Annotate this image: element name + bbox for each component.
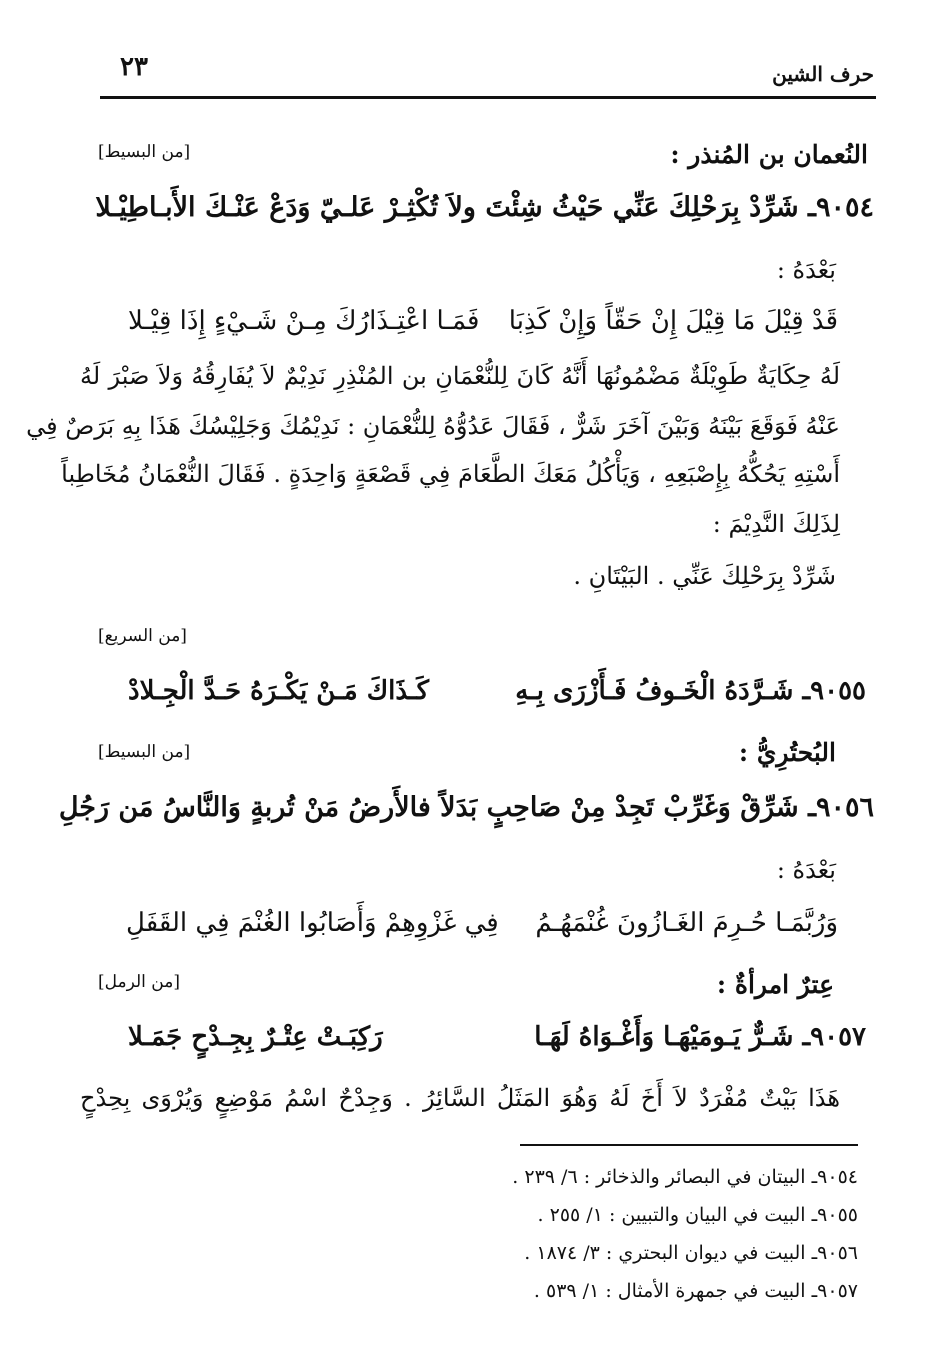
meter-label: [من الرمل] bbox=[98, 972, 180, 992]
verse-9055-right: ٩٠٥٥ـ شَـرَّدَهُ الْخَـوفُ فَـأَزْرَى بِـهِ bbox=[515, 676, 866, 706]
footnote: ٩٠٥٧ـ البيت في جمهرة الأمثال : ١/ ٥٣٩ . bbox=[533, 1280, 858, 1302]
hemistich-right: قَدْ قِيْلَ مَا قِيْلَ إِنْ حَقّاً وَإِنْ كَذِبَا bbox=[508, 306, 838, 336]
verse-9055-left: كَـذَاكَ مَـنْ يَكْـرَهُ حَـدَّ الْجِـلادْ bbox=[128, 676, 429, 706]
poet-name: النُعمان بن المُنذر : bbox=[670, 140, 868, 169]
page-number: ٢٣ bbox=[120, 52, 148, 82]
verse-9057-left: رَكِبَـتْ عِتْـرٌ بِجِـدْحٍ جَمَـلا bbox=[128, 1022, 383, 1052]
prose-line: عَنْهُ فَوَقَعَ بَيْنَهُ وَبَيْنَ آخَرَ شَرٌّ ، فَقَالَ عَدُوُّهُ لِلنُّعْمَانِ : نَدِيْمُكَ وَجَلِيْسُكَ هَذَا بِهِ بَرَصٌ فِي bbox=[26, 412, 840, 440]
prose-line: هَذَا بَيْتٌ مُفْرَدٌ لاَ أَخَ لَهُ وَهُوَ المَثَلُ السَّائِرُ . وَجِدْحٌ اسْمُ مَوْضِعٍ وَيُرْوَى بِحِدْحٍ bbox=[80, 1084, 840, 1112]
quoted-line: شَرِّدْ بِرَحْلِكَ عَنِّي . البَيْتَانِ . bbox=[573, 562, 836, 590]
footnote: ٩٠٥٤ـ البيتان في البصائر والذخائر : ٦/ ٢٣٩ . bbox=[512, 1166, 858, 1188]
hemistich-right: وَرُبَّمَـا حُـرِمَ الغَـازُونَ غُنْمَهُـمُ bbox=[535, 908, 838, 938]
prose-line: أَسْتِهِ يَحُكُّهُ بِإِصْبَعِهِ ، وَيَأْكُلُ مَعَكَ الطَّعَامَ فِي قَصْعَةٍ وَاحِدَةٍ . فَقَالَ النُّعْمَانُ مُخَاطِباً bbox=[61, 460, 840, 488]
verse-9057-right: ٩٠٥٧ـ شَـرٌّ يَـومَيْهَـا وَأَغْـوَاهُ لَهَـا bbox=[534, 1022, 866, 1052]
verse-9054: ٩٠٥٤ـ شَرِّدْ بِرَحْلِكَ عَنِّي حَيْثُ شِئْتَ ولاَ تُكْثِـرْ عَلـيّ وَدَعْ عَنْـكَ الأَبـاطِيْـلا bbox=[95, 192, 874, 223]
verse-9056: ٩٠٥٦ـ شَرِّقْ وَغَرِّبْ تَجِدْ مِنْ صَاحِبٍ بَدَلاً فالأَرضُ مَنْ تُربةٍ وَالنَّاسُ مَن رَجُلِ bbox=[58, 792, 874, 823]
meter-label: [من السريع] bbox=[98, 626, 187, 646]
after-label: بَعْدَهُ : bbox=[776, 856, 836, 884]
poet-name: عِترٌ امرأةٌ : bbox=[716, 970, 834, 999]
after-label: بَعْدَهُ : bbox=[776, 256, 836, 284]
poet-name: البُحتُرِيُّ : bbox=[738, 738, 836, 767]
header-rule bbox=[100, 96, 876, 99]
prose-line: لَهُ حِكَايَةٌ طَوِيْلَةٌ مَضْمُونُهَا أَنَّهُ كَانَ لِلنُّعْمَانِ بن المُنْذِرِ نَدِيْمٌ لاَ يُفَارِقُهُ وَلاَ صَبْرَ لَهُ bbox=[80, 362, 840, 390]
footnote-rule bbox=[520, 1144, 858, 1146]
hemistich-left: فَمَـا اعْتِـذَارُكَ مِـنْ شَـيْءٍ إِذَا قِيْـلا bbox=[128, 306, 480, 336]
meter-label: [من البسيط] bbox=[98, 142, 191, 162]
hemistich-left: فِي غَزْوِهِمْ وَأَصَابُوا الغُنْمَ فِي القَفَلِ bbox=[126, 908, 499, 938]
running-head: حرف الشين bbox=[772, 62, 874, 86]
footnote: ٩٠٥٦ـ البيت في ديوان البحتري : ٣/ ١٨٧٤ . bbox=[524, 1242, 858, 1264]
meter-label: [من البسيط] bbox=[98, 742, 191, 762]
footnote: ٩٠٥٥ـ البيت في البيان والتبيين : ١/ ٢٥٥ . bbox=[537, 1204, 858, 1226]
prose-line: لِذَلِكَ النَّدِيْمَ : bbox=[712, 510, 840, 538]
